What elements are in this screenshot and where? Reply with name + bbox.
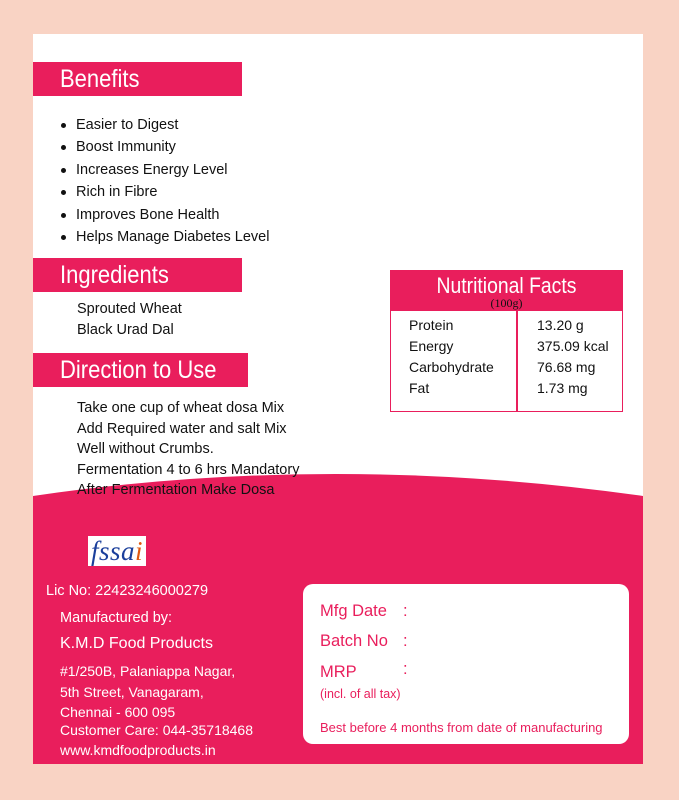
batch-info-box	[303, 584, 629, 744]
list-item: Boost Immunity	[60, 136, 269, 158]
ingredients-list	[77, 299, 182, 340]
direction-line: Well without Crumbs.	[77, 441, 214, 458]
manufactured-by-label: Manufactured by:	[60, 610, 173, 626]
table-row: Carbohydrate 76.68 mg	[409, 359, 596, 375]
directions-text	[77, 398, 299, 501]
ingredients-heading: Ingredients	[33, 258, 242, 292]
direction-line: Fermentation 4 to 6 hrs Mandatory	[77, 461, 300, 478]
mfg-date-colon: :	[403, 602, 408, 620]
manufacturer-name: K.M.D Food Products	[60, 635, 213, 652]
table-row: Fat 1.73 mg	[409, 380, 588, 396]
benefits-heading: Benefits	[33, 62, 242, 96]
nutrition-facts-table	[390, 270, 623, 412]
list-item: Increases Energy Level	[60, 159, 269, 181]
license-number: Lic No: 22423246000279	[46, 583, 209, 599]
mfg-date-label: Mfg Date	[320, 602, 387, 620]
manufacturer-address: #1/250B, Palaniappa Nagar, 5th Street, Vanagaram, Chennai - 600 095	[60, 663, 236, 720]
list-item: Helps Manage Diabetes Level	[60, 226, 269, 248]
serving-size: (100g)	[490, 296, 523, 310]
list-item: Improves Bone Health	[60, 204, 269, 226]
best-before-note: Best before 4 months from date of manufacturing	[320, 720, 603, 735]
list-item: Sprouted Wheat	[77, 301, 182, 317]
direction-line: Take one cup of wheat dosa Mix	[77, 400, 285, 416]
batch-no-label: Batch No	[320, 632, 388, 650]
website-link[interactable]: www.kmdfoodproducts.in	[60, 742, 216, 758]
directions-heading: Direction to Use	[33, 353, 248, 387]
customer-care: Customer Care: 044-35718468	[60, 722, 254, 738]
list-item: Black Urad Dal	[77, 321, 174, 338]
table-row: Energy 375.09 kcal	[409, 338, 609, 354]
direction-line: Add Required water and salt Mix	[77, 420, 287, 437]
tax-note: (incl. of all tax)	[320, 687, 401, 701]
mrp-label: MRP	[320, 663, 357, 681]
nutrition-facts-heading: Nutritional Facts	[391, 271, 622, 311]
benefits-list	[60, 114, 269, 248]
table-row: Protein 13.20 g	[409, 317, 584, 333]
product-label	[33, 34, 643, 764]
list-item: Easier to Digest	[60, 114, 269, 136]
mrp-colon: :	[403, 660, 408, 678]
list-item: Rich in Fibre	[60, 181, 269, 203]
batch-no-colon: :	[403, 632, 408, 650]
direction-line: After Fermentation Make Dosa	[77, 482, 275, 499]
fssai-logo: fssai	[88, 536, 146, 566]
